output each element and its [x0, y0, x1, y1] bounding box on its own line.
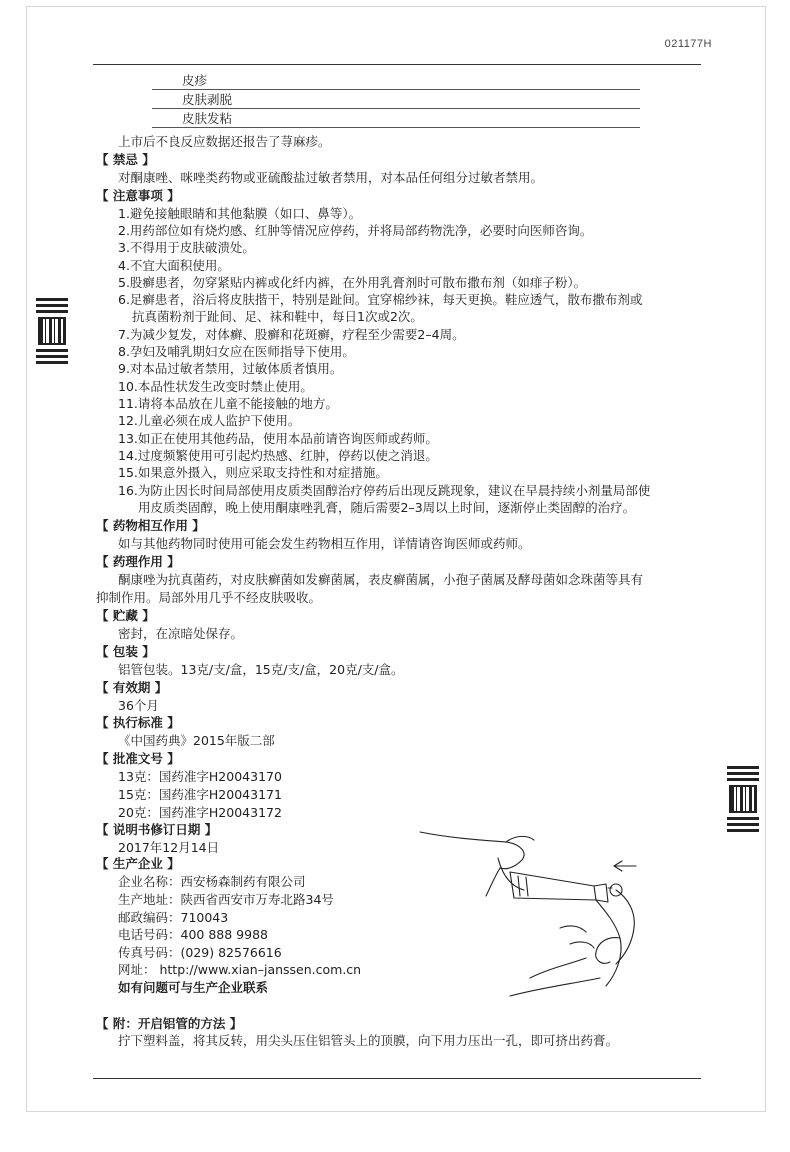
top-rule [93, 64, 701, 65]
precaution-item: 8.孕妇及哺乳期妇女应在医师指导下使用。 [118, 344, 355, 359]
precaution-item: 2.用药部位如有烧灼感、红肿等情况应停药，并将局部药物洗净，必要时向医师咨询。 [118, 223, 593, 238]
document-code: 021177H [664, 38, 712, 50]
precaution-item: 6.足癣患者，浴后将皮肤揩干，特别是趾间。宜穿棉纱袜，每天更换。鞋应透气，散布撒布剂或 [118, 292, 643, 307]
contraindications-text: 对酮康唑、咪唑类药物或亚硫酸盐过敏者禁用，对本品任何组分过敏者禁用。 [118, 170, 544, 185]
validity-heading: 【 有效期 】 [96, 680, 168, 695]
approval-item: 13克：国药准字H20043170 [118, 769, 282, 784]
precaution-item: 16.为防止因长时间局部使用皮质类固醇治疗停药后出现反跳现象，建议在早晨持续小剂量局部使 [118, 483, 651, 498]
approval-item: 15克：国药准字H20043171 [118, 787, 282, 802]
revision-text: 2017年12月14日 [118, 840, 220, 855]
appendix-heading: 【 附：开启铝管的方法 】 [96, 1016, 243, 1031]
precaution-item: 9.对本品过敏者禁用，过敏体质者慎用。 [118, 361, 343, 376]
right-qr-code [727, 766, 759, 835]
package-heading: 【 包装 】 [96, 644, 155, 659]
adverse-row: 皮肤发粘 [182, 111, 233, 126]
standard-heading: 【 执行标准 】 [96, 715, 180, 730]
manufacturer-item: 传真号码：(029) 82576616 [118, 945, 282, 960]
precaution-item: 10.本品性状发生改变时禁止使用。 [118, 379, 313, 394]
manufacturer-item: 生产地址：陕西省西安市万寿北路34号 [118, 892, 334, 907]
qr-icon [38, 317, 66, 345]
storage-heading: 【 贮藏 】 [96, 608, 155, 623]
manufacturer-heading: 【 生产企业 】 [96, 856, 180, 871]
post-marketing-note: 上市后不良反应数据还报告了荨麻疹。 [118, 134, 331, 149]
validity-text: 36个月 [118, 698, 159, 713]
manufacturer-contact: 如有问题可与生产企业联系 [118, 980, 269, 995]
adverse-row: 皮肤剥脱 [182, 92, 233, 107]
precaution-item: 15.如果意外摄入，则应采取支持性和对症措施。 [118, 465, 388, 480]
precaution-item: 7.为减少复发，对体癣、股癣和花斑癣，疗程至少需要2–4周。 [118, 327, 465, 342]
precaution-item: 4.不宜大面积使用。 [118, 258, 230, 273]
table-divider [152, 108, 640, 109]
pharmacology-text: 酮康唑为抗真菌药，对皮肤癣菌如发癣菌属，表皮癣菌属，小孢子菌属及酵母菌如念珠菌等具有 [118, 572, 644, 587]
table-divider [152, 127, 640, 128]
precaution-item-cont: 抗真菌粉剂于趾间、足、袜和鞋中，每日1次或2次。 [132, 309, 423, 324]
precaution-item: 5.股癣患者，勿穿紧贴内裤或化纤内裤，在外用乳膏剂时可散布撒布剂（如痱子粉）。 [118, 275, 587, 290]
adverse-row: 皮疹 [182, 73, 208, 88]
interactions-heading: 【 药物相互作用 】 [96, 518, 205, 533]
revision-heading: 【 说明书修订日期 】 [96, 822, 218, 837]
precaution-item: 12.儿童必须在成人监护下使用。 [118, 413, 301, 428]
left-qr-code [36, 298, 68, 367]
precaution-item: 13.如正在使用其他药品，使用本品前请咨询医师或药师。 [118, 431, 438, 446]
pharmacology-heading: 【 药理作用 】 [96, 554, 180, 569]
manufacturer-item: 邮政编码：710043 [118, 910, 229, 925]
approval-item: 20克：国药准字H20043172 [118, 805, 282, 820]
manufacturer-website: 网址： http://www.xian–janssen.com.cn [118, 962, 362, 977]
bottom-rule [93, 1078, 701, 1079]
precaution-item: 11.请将本品放在儿童不能接触的地方。 [118, 396, 338, 411]
table-divider [152, 89, 640, 90]
precaution-item: 3.不得用于皮肤破溃处。 [118, 240, 255, 255]
interactions-text: 如与其他药物同时使用可能会发生药物相互作用，详情请咨询医师或药师。 [118, 536, 531, 551]
precaution-item: 14.过度频繁使用可引起灼热感、红肿，停药以使之消退。 [118, 448, 438, 463]
pharmacology-text: 抑制作用。局部外用几乎不经皮肤吸收。 [96, 590, 322, 605]
package-text: 铝管包装。13克/支/盒，15克/支/盒，20克/支/盒。 [118, 662, 404, 677]
contraindications-heading: 【 禁忌 】 [96, 152, 155, 167]
appendix-text: 拧下塑料盖，将其反转，用尖头压住铝管头上的顶膜，向下用力压出一孔，即可挤出药膏。 [118, 1033, 619, 1048]
precaution-item-cont: 用皮质类固醇，晚上使用酮康唑乳膏，随后需要2–3周以上时间，逐渐停止类固醇的治疗。 [138, 500, 636, 515]
precaution-item: 1.避免接触眼睛和其他黏膜（如口、鼻等）。 [118, 206, 362, 221]
qr-icon [729, 785, 757, 813]
tube-opening-illustration [410, 828, 690, 998]
standard-text: 《中国药典》2015年版二部 [118, 733, 275, 748]
storage-text: 密封，在凉暗处保存。 [118, 626, 244, 641]
manufacturer-item: 电话号码：400 888 9988 [118, 927, 268, 942]
approval-heading: 【 批准文号 】 [96, 751, 180, 766]
manufacturer-item: 企业名称：西安杨森制药有限公司 [118, 874, 306, 889]
precautions-heading: 【 注意事项 】 [96, 188, 180, 203]
